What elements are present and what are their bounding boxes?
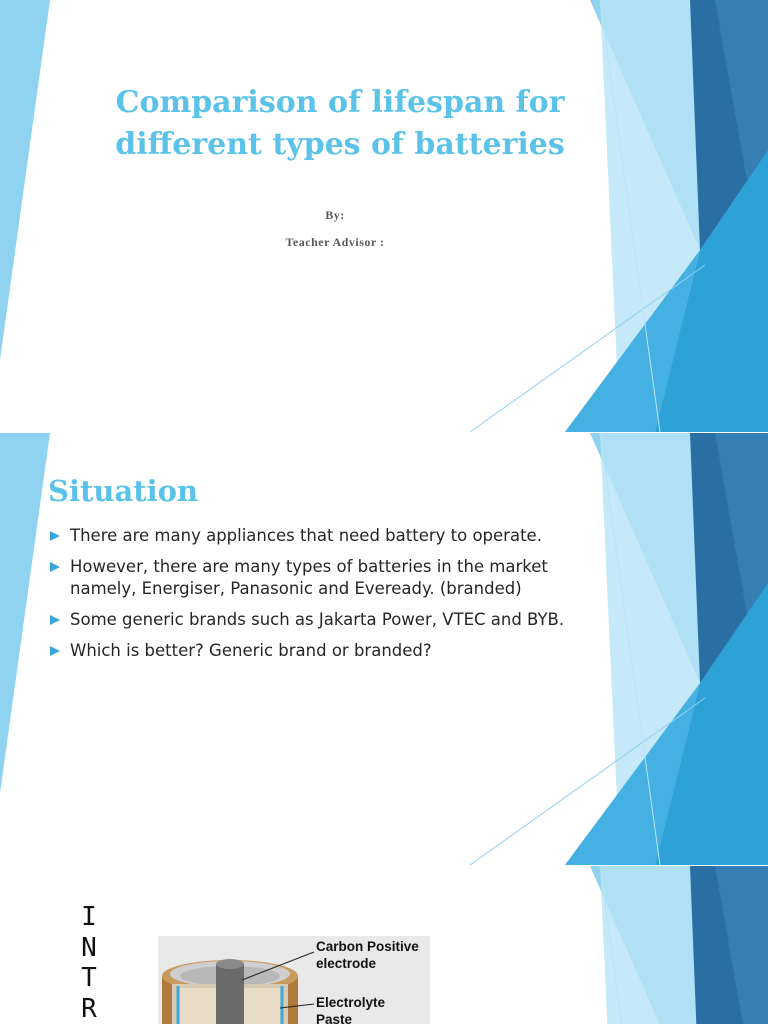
slide-title (0, 0, 768, 432)
presentation-title: Comparison of lifespan for different types of batteries (115, 85, 565, 162)
label-line: Electrolyte (316, 995, 386, 1010)
vertical-letter: I (81, 902, 97, 932)
bullet-text: Which is better? Generic brand or branded? (70, 641, 432, 660)
bullet-text: There are many appliances that need battery to operate. (70, 526, 542, 545)
triangle-bullet-icon (50, 562, 60, 572)
vertical-letter: N (81, 932, 97, 963)
triangle-bullet-icon (50, 531, 60, 541)
list-item (48, 609, 588, 631)
battery-diagram (158, 936, 430, 1024)
bullet-text: Some generic brands such as Jakarta Power, VTEC and BYB. (70, 610, 565, 629)
carbon-electrode-label (316, 938, 419, 972)
vertical-letter: R (81, 993, 97, 1024)
author-label: By: (325, 208, 345, 222)
situation-bullet-list (48, 525, 588, 671)
vertical-letter: T (81, 963, 97, 993)
label-line: Paste (316, 1012, 353, 1024)
advisor-label: Teacher Advisor : (285, 235, 385, 249)
triangle-bullet-icon (50, 615, 60, 625)
electrolyte-paste-label (316, 994, 385, 1024)
list-item (48, 525, 588, 547)
situation-heading: Situation (48, 474, 199, 508)
list-item (48, 556, 588, 600)
vertical-heading (74, 902, 104, 1024)
list-item (48, 640, 588, 662)
label-line: electrode (316, 956, 377, 971)
label-line: Carbon Positive (316, 939, 419, 954)
triangle-bullet-icon (50, 646, 60, 656)
bullet-text: However, there are many types of batteries in the market namely, Energiser, Panasonic and Eveready. (branded) (70, 557, 548, 598)
